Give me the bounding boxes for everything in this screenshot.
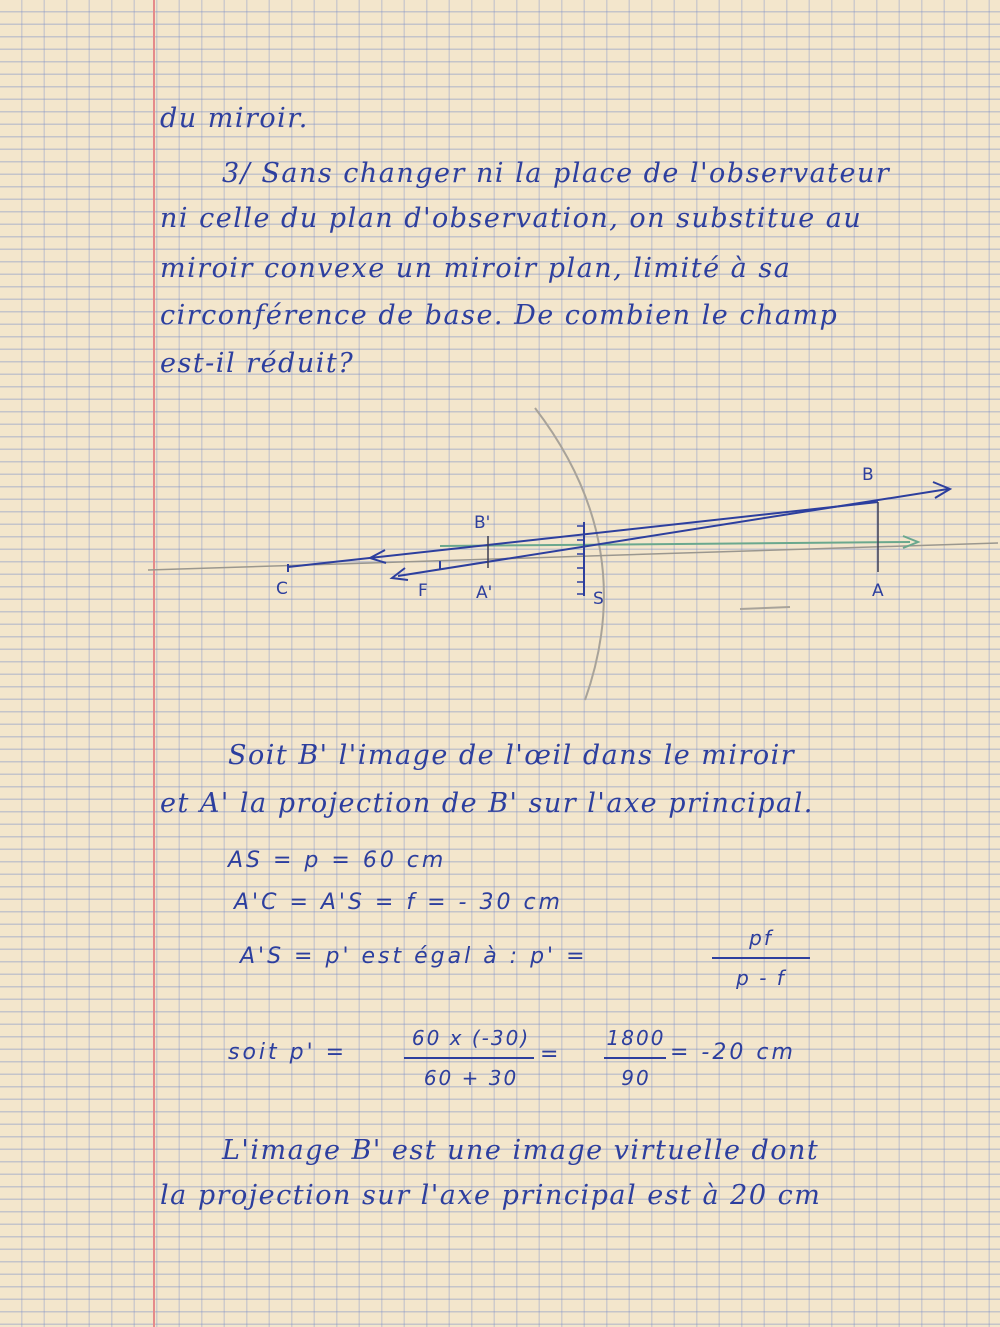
conclusion-line-2: la projection sur l'axe principal est à 20 cm	[160, 1180, 822, 1211]
text-line-2: 3/ Sans changer ni la place de l'observateur	[222, 158, 891, 189]
equation-3: A'S = p' est égal à : p' =	[240, 944, 588, 969]
equation-4-fraction-bar	[404, 1057, 534, 1059]
mirror-arc	[535, 408, 604, 700]
equation-4-denominator: 60 + 30	[423, 1066, 519, 1090]
equation-1: AS = p = 60 cm	[228, 848, 447, 873]
equation-3-numerator: pf	[749, 926, 773, 950]
explanation-line-1: Soit B' l'image de l'œil dans le miroir	[228, 740, 796, 771]
equation-4: soit p' =	[228, 1040, 348, 1065]
equation-3-denominator: p - f	[736, 966, 786, 990]
text-line-3: ni celle du plan d'observation, on substitue au	[160, 203, 863, 234]
label-s: S	[593, 589, 604, 609]
equation-4-numerator-2: 1800	[606, 1026, 666, 1050]
equation-4-fraction-bar-2	[604, 1057, 666, 1059]
text-line-4: miroir convexe un miroir plan, limité à sa	[160, 253, 792, 284]
text-line-1: du miroir.	[160, 103, 309, 134]
equation-4-equals: =	[540, 1042, 562, 1067]
explanation-line-2: et A' la projection de B' sur l'axe principal.	[160, 788, 814, 819]
optics-diagram	[0, 400, 1000, 720]
principal-axis	[148, 543, 998, 570]
label-c: C	[276, 579, 288, 599]
pencil-dash	[740, 607, 790, 609]
label-a: A	[872, 581, 884, 601]
equation-4-numerator: 60 x (-30)	[411, 1026, 531, 1050]
equation-3-fraction-bar	[712, 957, 810, 959]
label-f: F	[418, 581, 428, 601]
text-line-5: circonférence de base. De combien le champ	[160, 300, 839, 331]
equation-2: A'C = A'S = f = - 30 cm	[234, 890, 563, 915]
text-line-6: est-il réduit?	[160, 348, 355, 379]
equation-4-denominator-2: 90	[621, 1066, 651, 1090]
conclusion-line-1: L'image B' est une image virtuelle dont	[222, 1135, 820, 1166]
label-b: B	[862, 465, 874, 485]
label-a-prime: A'	[476, 583, 493, 603]
label-b-prime: B'	[474, 513, 491, 533]
equation-4-result: = -20 cm	[670, 1040, 796, 1065]
